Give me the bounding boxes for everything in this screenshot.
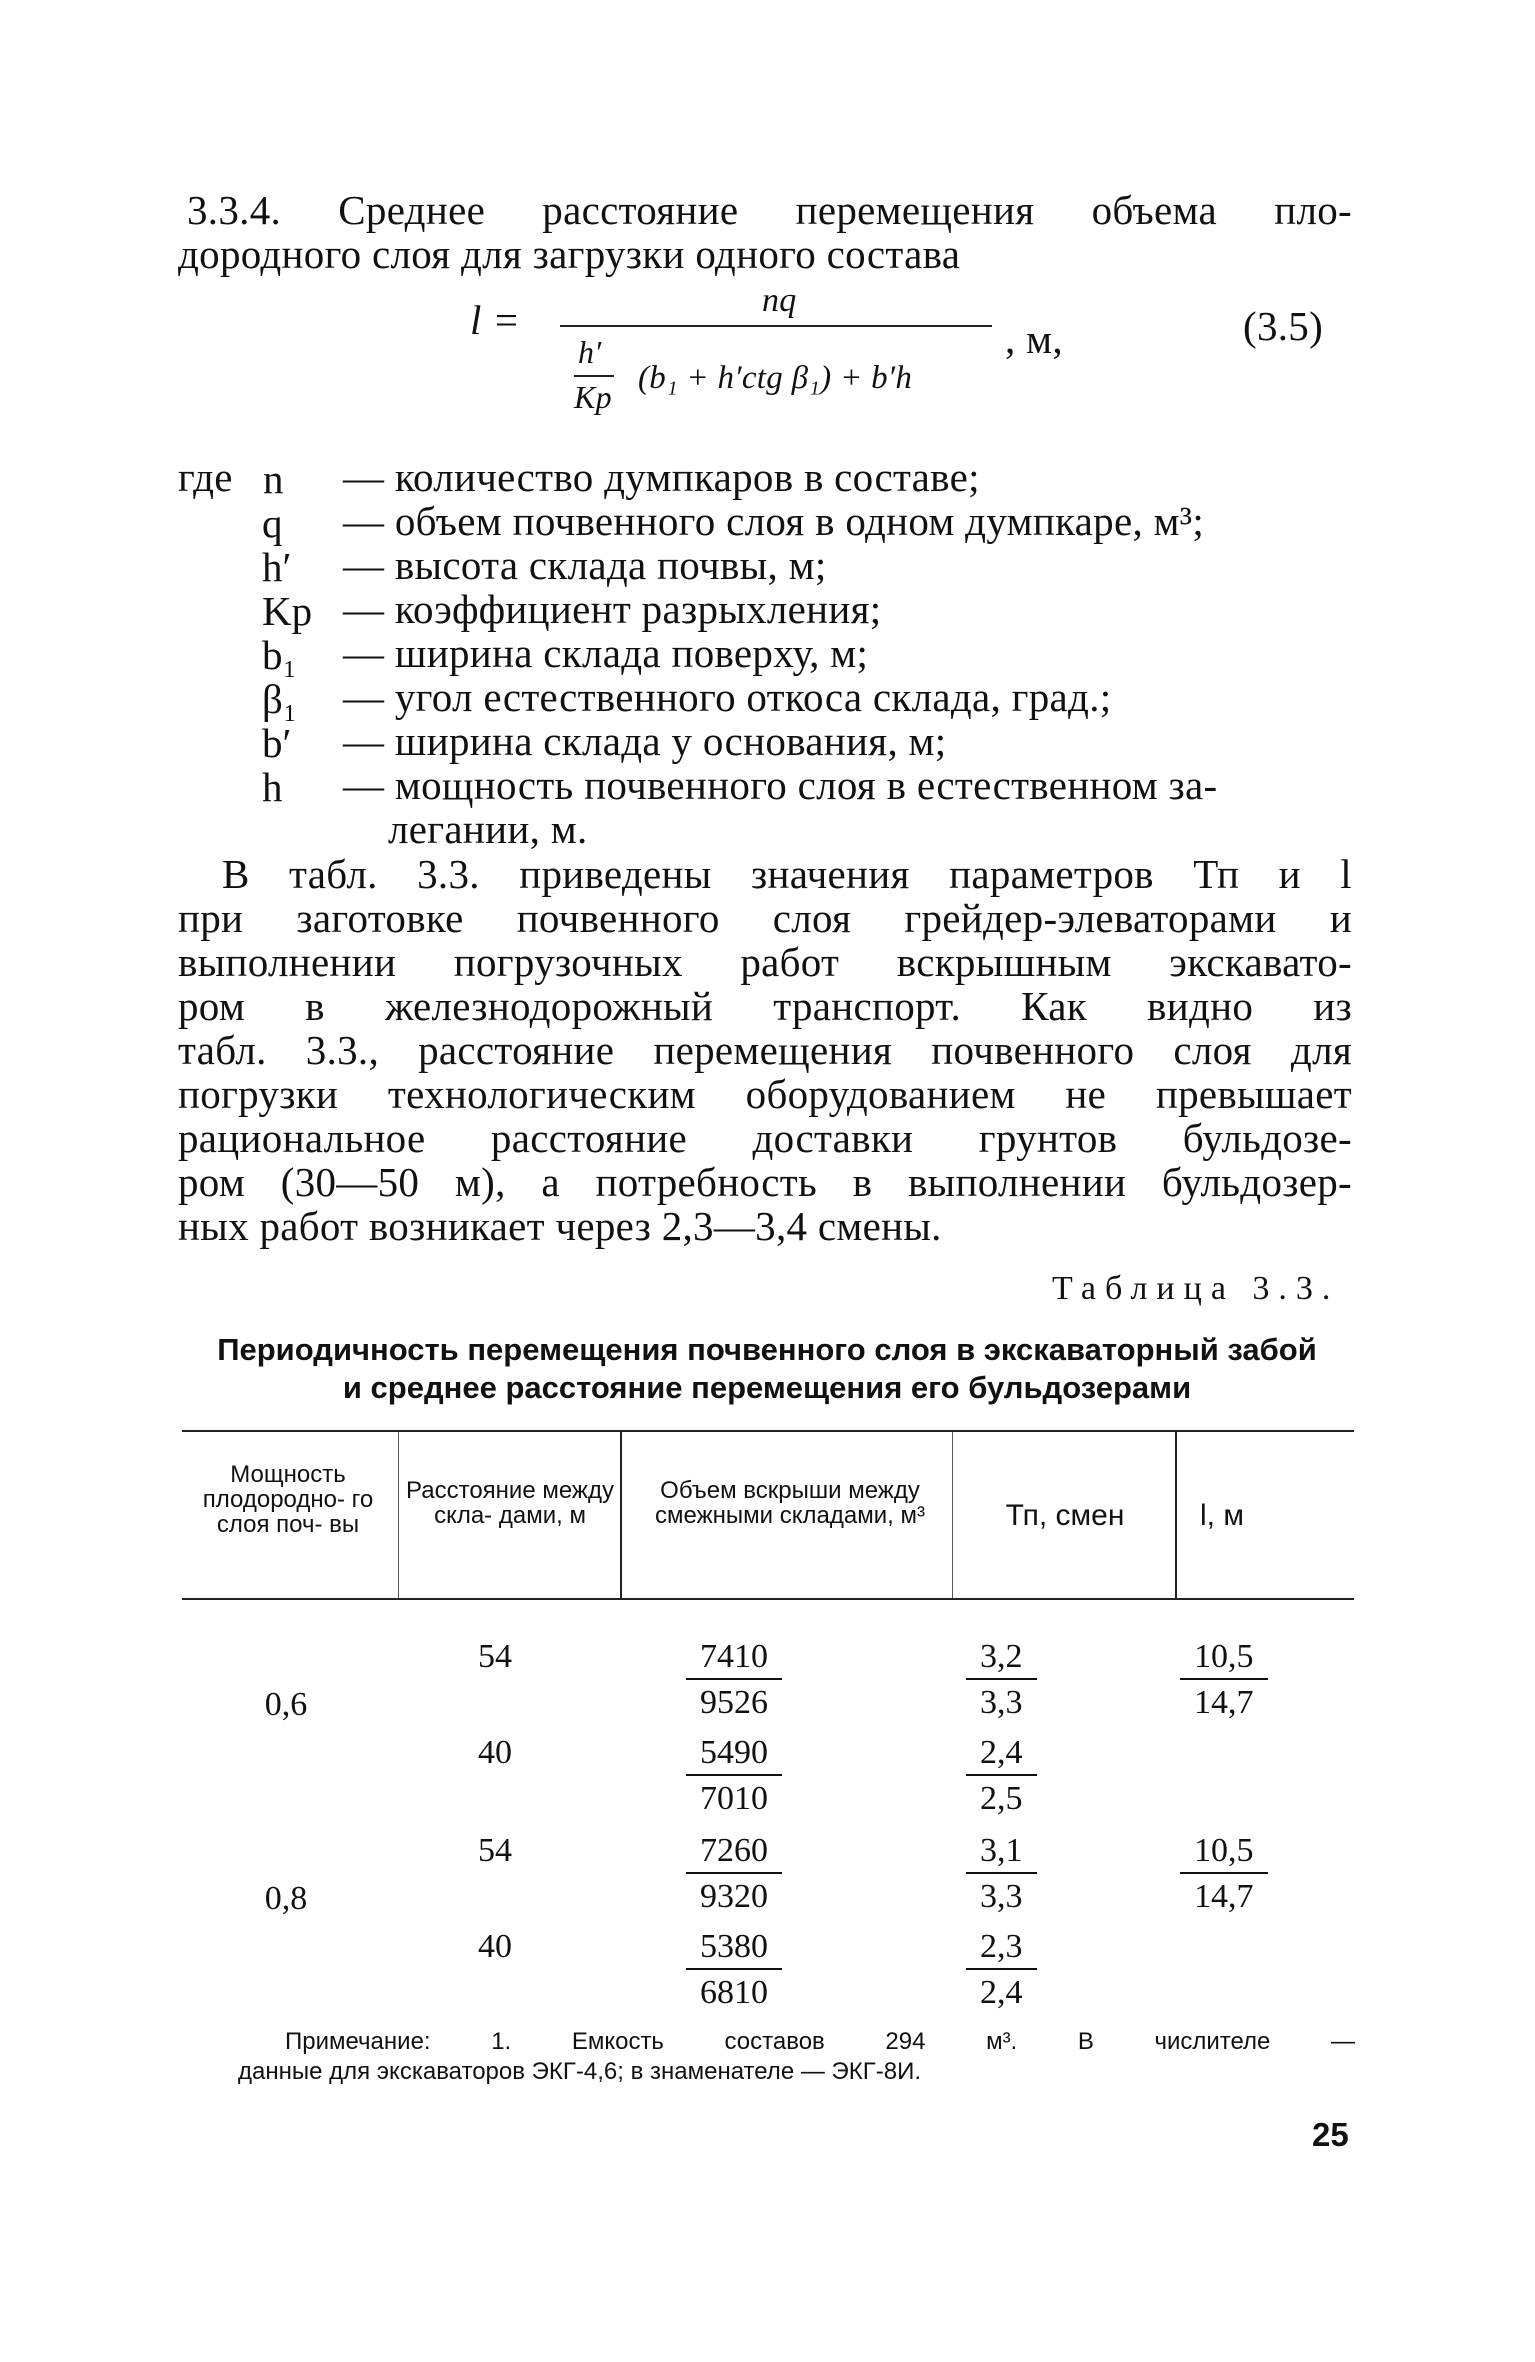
table-cell-tp [966,1928,1037,2012]
paragraph-line: ром (30—50 м), а потребность в выполнении бульдозер- [178,1159,1352,1205]
formula-fraction-bar [560,325,992,327]
fraction-denominator: 9320 [700,1878,768,1915]
formula-sub-numerator: h′ [578,334,602,370]
definition-continuation: легании, м. [388,806,588,852]
table-note-line-2: данные для экскаваторов ЭКГ-4,6; в знаменателе — ЭКГ-8И. [238,2058,921,2085]
table-cell-volume [686,1832,782,1916]
definition-symbol: Kр [262,588,313,634]
table-cell-tp [966,1734,1037,1818]
definition-symbol: β₁ [262,676,298,722]
table-caption-line-2: и среднее расстояние перемещения его бульдозерами [342,1370,1192,1405]
table-cell-l [1180,1638,1268,1722]
definition-symbol: h [262,764,283,810]
definition-text: — высота склада почвы, м; [343,542,827,588]
paragraph-line: В табл. 3.3. приведены значения параметров Тп и l [222,851,1352,897]
formula-sub-denominator: Kр [574,379,612,415]
fraction-denominator: 14,7 [1194,1684,1254,1721]
table-cell-tp [966,1832,1037,1916]
formula-numerator: nq [762,282,797,319]
table-header-cell: Объем вскрыши между смежными складами, м³ [655,1477,925,1530]
fraction-numerator: 5490 [686,1734,782,1776]
fraction-numerator: 10,5 [1180,1638,1268,1680]
formula-denominator: (b₁ + h′ctg β₁) + b′h [638,360,913,396]
where-word: где [178,454,233,500]
paragraph-line: ных работ возникает через 2,3—3,4 смены. [178,1203,942,1249]
column-divider [1175,1432,1177,1598]
fraction-denominator: 2,4 [980,1974,1023,2011]
formula-lhs: l = [470,297,521,343]
table-note-line-1: Примечание: 1. Емкость составов 294 м³. В числителе — [285,2028,1355,2055]
definition-symbol: h′ [262,544,292,590]
paragraph-line: погрузки технологическим оборудованием не превышает [178,1071,1352,1117]
fraction-numerator: 2,3 [966,1928,1037,1970]
column-divider [620,1432,622,1598]
fraction-numerator: 7260 [686,1832,782,1874]
fraction-numerator: 5380 [686,1928,782,1970]
definition-text: — коэффициент разрыхления; [343,586,882,632]
table-header-rule [182,1598,1354,1600]
definition-symbol: q [262,500,283,546]
fraction-numerator: 3,1 [966,1832,1037,1874]
definition-symbol: b₁ [262,632,297,678]
page-number: 25 [1312,2116,1349,2153]
fraction-numerator: 3,2 [966,1638,1037,1680]
table-cell-l [1180,1832,1268,1916]
column-divider [952,1432,953,1598]
table-header-cell: Тп, смен [1005,1499,1125,1532]
fraction-numerator: 2,4 [966,1734,1037,1776]
definition-text: — ширина склада у основания, м; [343,718,947,764]
table-header-cell: l, м [1200,1499,1244,1532]
definition-symbol: b′ [262,720,292,766]
table-cell-distance: 40 [478,1928,512,1965]
table-cell-volume [686,1638,782,1722]
table-label: Таблица 3.3. [1052,1270,1340,1307]
table-cell-thickness: 0,6 [264,1686,308,1723]
table-top-rule [182,1430,1354,1432]
fraction-denominator: 14,7 [1194,1878,1254,1915]
formula-sub-fraction-bar [574,375,614,377]
table-cell-distance: 40 [478,1734,512,1771]
formula-unit: , м, [1005,316,1063,362]
table-cell-distance: 54 [478,1832,512,1869]
table-header-cell: Мощность плодородно- го слоя поч- вы [202,1461,374,1539]
paragraph-line: рациональное расстояние доставки грунтов бульдозе- [178,1115,1352,1161]
fraction-denominator: 3,3 [980,1878,1023,1915]
fraction-denominator: 6810 [700,1974,768,2011]
fraction-denominator: 9526 [700,1684,768,1721]
fraction-denominator: 3,3 [980,1684,1023,1721]
paragraph-line: при заготовке почвенного слоя грейдер-элеваторами и [178,895,1352,941]
definition-text: — количество думпкаров в составе; [343,454,980,500]
fraction-denominator: 7010 [700,1780,768,1817]
fraction-denominator: 2,5 [980,1780,1023,1817]
fraction-numerator: 10,5 [1180,1832,1268,1874]
table-cell-volume [686,1734,782,1818]
fraction-numerator: 7410 [686,1638,782,1680]
table-cell-volume [686,1928,782,2012]
definition-text: — угол естественного откоса склада, град.; [343,674,1112,720]
section-heading-line-1: 3.3.4. Среднее расстояние перемещения объема пло- [187,187,1352,233]
paragraph-line: ром в железнодорожный транспорт. Как видно из [178,983,1352,1029]
column-divider [398,1432,399,1598]
definition-text: — объем почвенного слоя в одном думпкаре, м³; [343,498,1205,544]
section-heading-line-2: дородного слоя для загрузки одного состава [178,231,961,277]
table-header-cell: Расстояние между скла- дами, м [406,1477,614,1530]
table-cell-distance: 54 [478,1638,512,1675]
definition-text: — мощность почвенного слоя в естественном за- [343,762,1218,808]
table-caption-line-1: Периодичность перемещения почвенного слоя в экскаваторный забой [217,1332,1317,1367]
paragraph-line: табл. 3.3., расстояние перемещения почвенного слоя для [178,1027,1352,1073]
paragraph-line: выполнении погрузочных работ вскрышным экскавато- [178,939,1352,985]
formula-label: (3.5) [1243,303,1324,349]
definition-text: — ширина склада поверху, м; [343,630,869,676]
table-cell-thickness: 0,8 [264,1880,308,1917]
table-cell-tp [966,1638,1037,1722]
definition-symbol: n [263,456,284,502]
